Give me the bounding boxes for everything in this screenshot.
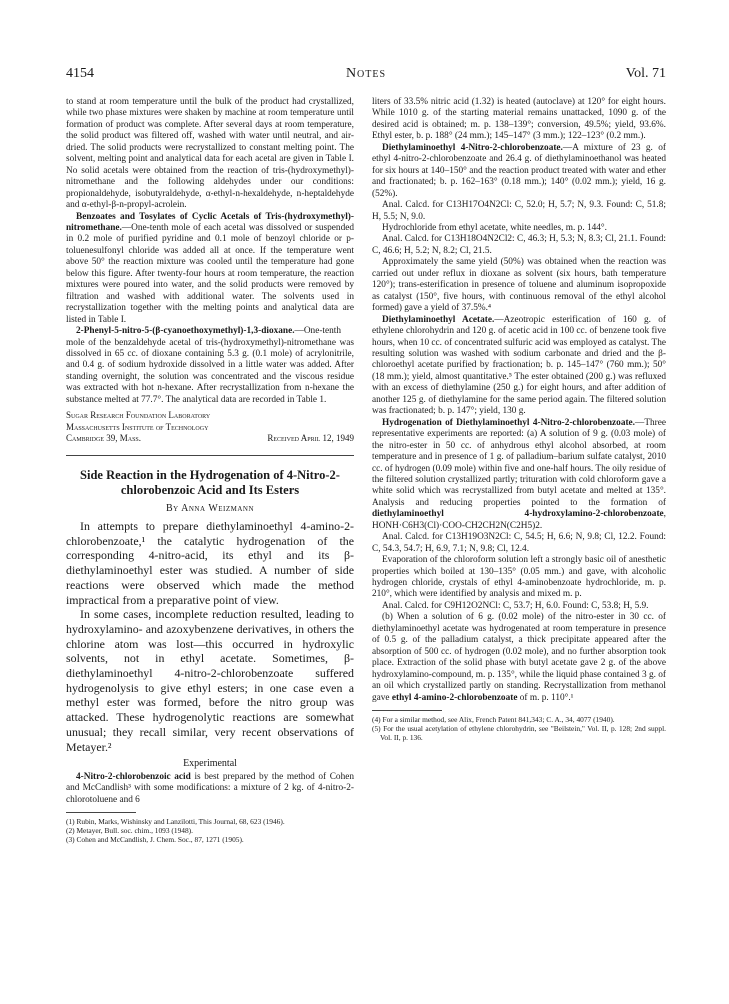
right-column	[372, 97, 666, 742]
nitration-paragraph: liters of 33.5% nitric acid (1.32) is heated (autoclave) at 120° for eight hours. While 1010 g. of the starting material remains unattacked, 1090 g. of the desired acid is obtained; m. p. 138–139°; conversion, 49.5%; yield, 93.6%. Ethyl ester, b. p. 188° (24 mm.); 145–147° (3 mm.); 122–123° (0.2 mm.).	[372, 97, 666, 142]
analysis-1: Anal. Calcd. for C13H17O4N2Cl: C, 52.0; H, 5.7; N, 9.3. Found: C, 51.8; H, 5.5; N, 9.0.	[372, 200, 666, 222]
volume-label: Vol. 71	[625, 66, 666, 81]
body-paragraph-2: In some cases, incomplete reduction resulted, leading to hydroxylamino- and azoxybenzene derivatives, in others the chlorine atom was lost—this occurred in hydroxylic solvents, not in ethyl acetate. Sometimes, β-diethylaminoethyl 4-nitro-2-chlorobenzoate suffered hydrogenolysis to give ethyl esters; in one case even a methyl ester was formed, before the nitro group was attacked. These hydrogenolytic reactions are somewhat unusual; they recall similar, very recent observations of Metayer.²	[66, 607, 354, 754]
experimental-compound: 4-Nitro-2-chlorobenzoic acid	[76, 771, 191, 782]
footnote-3: (3) Cohen and McCandlish, J. Chem. Soc., 87, 1271 (1905).	[66, 835, 244, 845]
phenyl-dioxane-paragraph	[66, 326, 354, 406]
footnote-rule	[66, 812, 136, 813]
analysis-2: Anal. Calcd. for C13H18O4N2Cl2: C, 46.3; H, 5.3; N, 8.3; Cl, 21.1. Found: C, 46.6; H, 5.2; N, 8.2; Cl, 21.5.	[372, 234, 666, 256]
amino-ester-compound: ethyl 4-amino-2-chlorobenzoate	[391, 692, 518, 703]
phenyl-dioxane-heading: 2-Phenyl-5-nitro-5-(β-cyanoethoxymethyl)-1,3-dioxane.	[76, 326, 295, 337]
ester-synthesis-body: —A mixture of 23 g. of ethyl 4-nitro-2-chlorobenzoate and 26.4 g. of diethylaminoethanol was heated for six hours at 140–150° and the reaction product treated with water and ether and fractionated; b. p. 162–163° (0.18 mm.); 140° (0.02 mm.); yield, 16 g. (52%).	[372, 142, 666, 199]
acetate-body: —Azeotropic esterification of 160 g. of ethylene chlorohydrin and 120 g. of acetic acid in 100 cc. of benzene took five hours, when 10 cc. of concentrated sulfuric acid was employed as catalyst. The resulting solution was washed with sodium carbonate and dried and the β-chloroethyl acetate purified by fractionation; b. p. 145–147° (760 mm.); 50° (18 mm.); yield, almost quantitative.⁵ The ester obtained (200 g.) was refluxed with an excess of diethylamine (250 g.) for eight hours, and after addition of another 125 g. of diethylamine for the same period again. The filtered solution was fractionated; b. p. 147°; yield, 130 g.	[372, 314, 666, 417]
running-title: Notes	[345, 66, 387, 81]
phenyl-dioxane-body: —One-tenth mole of the benzaldehyde acetal of tris-(hydroxymethyl)-nitromethane was dissolved in 65 cc. of dioxane containing 5.3 g. (0.1 mole) of acrylonitrile, and 0.4 g. of sodium hydroxide dissolved in a little water was added. After standing overnight, the solution was concentrated and the viscous residue was extracted with hot n-hexane. After recrystallization from n-hexane the substance melted at 77.7°. The analytical data are recorded in Table 1.	[66, 326, 354, 405]
lab-name: Sugar Research Foundation Laboratory	[66, 410, 211, 421]
footnote-1: (1) Rubin, Marks, Wishinsky and Lanzilotti, This Journal, 68, 623 (1946).	[66, 817, 285, 827]
laboratory-address	[66, 410, 354, 444]
experimental-body: is best prepared by the method of Cohen and McCandlish³ with some modifications: a mixture of 2 kg. of 4-nitro-2-chlorotoluene and 6	[66, 771, 354, 805]
ester-synthesis-heading: Diethylaminoethyl 4-Nitro-2-chlorobenzoate.	[382, 142, 563, 153]
benzoates-heading: Benzoates and Tosylates of Cyclic Acetals of Tris-(hydroxymethyl)-nitromethane.	[66, 211, 354, 233]
analysis-4: Anal. Calcd. for C9H12O2NCl: C, 53.7; H, 6.0. Found: C, 53.8; H, 5.9.	[382, 600, 649, 611]
hydrogenation-heading: Hydrogenation of Diethylaminoethyl 4-Nitro-2-chlorobenzoate.	[382, 417, 636, 428]
benzoates-body: —One-tenth mole of each acetal was dissolved or suspended in 0.2 mole of purified pyridine and 0.1 mole of benzoyl chloride or p-toluenesulfonyl chloride was added all at once. If the temperature went above 50° the reaction mixture was cooled until the temperature had gone below this figure. After twenty-four hours at room temperature, the reaction mixtures were poured into water, and the solid products were removed by filtration and washed with additional water. The solvents used in recrystallization together with the melting points and analytical data are listed in Table I.	[66, 222, 354, 325]
footnote-2: (2) Metayer, Bull. soc. chim., 1093 (1948).	[66, 826, 193, 836]
body-paragraph-1: In attempts to prepare diethylaminoethyl 4-amino-2-chlorobenzoate,¹ the catalytic hydrogenation of the corresponding 4-nitro-acid, its ethyl and its β-diethylaminoethyl ester was studied. A number of side reactions were observed which made the method impractical from a preparative point of view.	[66, 519, 354, 607]
yield-paragraph: Approximately the same yield (50%) was obtained when the reaction was carried out under reflux in dioxane as solvent (six hours, bath temperature 120°); trans-esterification in presence of toluene and aluminum isopropoxide as catalyst (150°, five hours, with continuous removal of the ethyl alcohol formed) gave a yield of 37.5%.⁴	[372, 257, 666, 314]
experiment-b-tail: of m. p. 110°.¹	[517, 692, 574, 703]
footnote-5: (5) For the usual acetylation of ethylene chlorohydrin, see "Beilstein," Vol. II, p. 128; 2nd suppl. Vol. II, p. 136.	[372, 724, 666, 743]
footnote-rule-right	[372, 710, 442, 711]
benzoates-paragraph	[66, 212, 354, 327]
hydrochloride-paragraph: Hydrochloride from ethyl acetate, white needles, m. p. 144°.	[382, 222, 607, 233]
acetate-heading: Diethylaminoethyl Acetate.	[382, 314, 495, 325]
left-column	[66, 97, 354, 844]
footnotes-right	[372, 715, 666, 742]
footnotes-left	[66, 817, 354, 844]
evaporation-paragraph: Evaporation of the chloroform solution left a strongly basic oil of anesthetic properties which boiled at 130–135° (0.05 mm.) and gave, with alcoholic hydrogen chloride, crystals of ethyl 4-aminobenzoate hydrochloride, m. p. 210°, which were identified by analysis and mixed m. p.	[372, 555, 666, 600]
article-author: By Anna Weizmann	[165, 502, 255, 514]
page-number: 4154	[66, 66, 94, 81]
ester-synthesis-paragraph	[372, 143, 666, 200]
experiment-b-paragraph	[372, 612, 666, 704]
page-header	[66, 66, 666, 86]
article-intro	[66, 519, 354, 754]
experimental-heading: Experimental	[183, 758, 237, 770]
section-divider	[66, 455, 354, 456]
hydrogenation-body: —Three representative experiments are reported: (a) A solution of 9 g. (0.03 mole) of the nitro-ester in 50 cc. of anhydrous ethyl alcohol absorbed, at room temperature and in presence of 1 g. of palladium–barium sulfate catalyst, 2010 cc. of hydrogen (0.09 mole) within five and one-half hours. The oily residue of the filtered solution crystallized partly; trituration with cold chloroform gave a white solid which was recrystallized from butyl acetate and melted at 135°. Analysis and reducing properties pointed to the formation of	[372, 417, 666, 508]
experimental-paragraph	[66, 772, 354, 806]
hydroxylamino-compound: diethylaminoethyl 4-hydroxylamino-2-chlorobenzoate	[372, 509, 664, 520]
hydroxylamino-formula: , HONH·C6H3(Cl)·COO-CH2CH2N(C2H5)2.	[372, 509, 666, 531]
received-date: Received April 12, 1949	[267, 433, 354, 444]
footnote-4: (4) For a similar method, see Alix, French Patent 841,343; C. A., 34, 4077 (1940).	[372, 715, 615, 725]
hydrogenation-paragraph	[372, 418, 666, 533]
lab-institute: Massachusetts Institute of Technology	[66, 421, 209, 432]
lab-city: Cambridge 39, Mass.	[66, 433, 142, 444]
acetate-paragraph	[372, 315, 666, 418]
experiment-b-body: (b) When a solution of 6 g. (0.02 mole) of the nitro-ester in 30 cc. of diethylaminoethyl acetate was hydrogenated at room temperature in presence of 0.5 g. of the palladium catalyst, a thick precipitate appeared after the absorption of 500 cc. of hydrogen (0.02 mole), and no further absorption took place. Extraction of the solid phase with butyl acetate gave 2 g. of the above hydroxylamino-compound, m. p. 135°, while the liquid phase contained 3 g. of an oil which crystallized partly on standing. Recrystallization from methanol gave	[372, 612, 666, 703]
article-title: Side Reaction in the Hydrogenation of 4-Nitro-2-chlorobenzoic Acid and Its Esters	[80, 467, 340, 497]
intro-paragraph: to stand at room temperature until the bulk of the product had crystallized, while two phase mixtures were shaken by machine at room temperature until formation of product was complete. After several days at room temperature, the solid product was filtered off, washed with water until neutral, and air-dried. The solid products were recrystallized to constant melting point. The solvent, melting point and analytical data for each acetal are given in Table I. No solid acetals were obtained from the reaction of tris-(hydroxymethyl)-nitromethane and the following aldehydes under our conditions: propionaldehyde, isobutyraldehyde, α-ethyl-n-hexaldehyde, n-heptaldehyde and α-ethyl-β-n-propyl-acrolein.	[66, 97, 354, 211]
analysis-3: Anal. Calcd. for C13H19O3N2Cl: C, 54.5; H, 6.6; N, 9.8; Cl, 12.2. Found: C, 54.3, 54.7; H, 6.9, 7.1; N, 9.8; Cl, 12.4.	[372, 532, 666, 554]
